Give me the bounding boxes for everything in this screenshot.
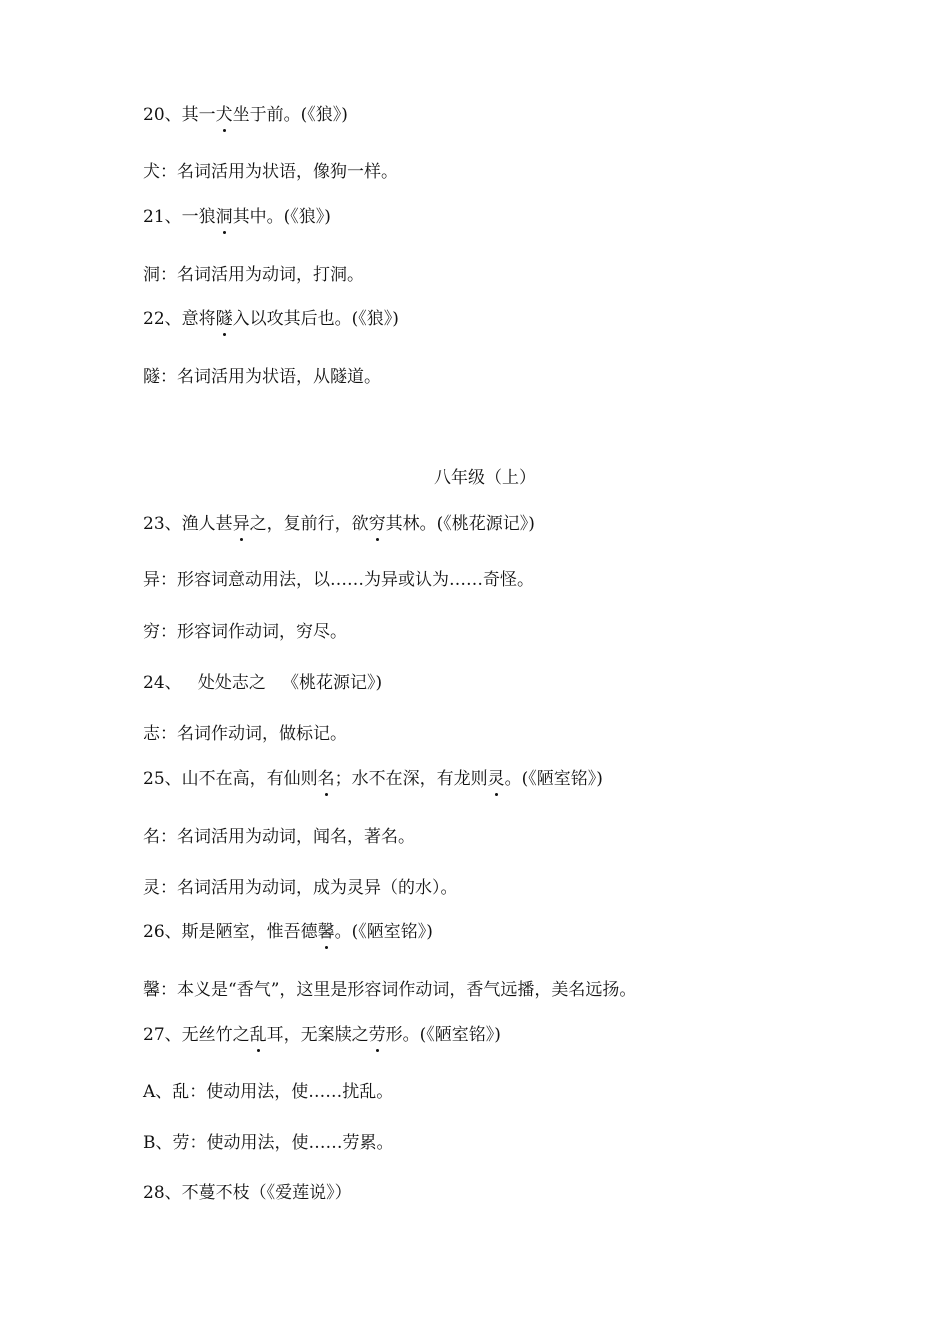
sentence-24: 24、 处处志之 《桃花源记》) [143,673,383,693]
text-segment: 27、无丝竹之 [143,1025,250,1045]
text-segment: 。(《陋室铭》) [334,922,433,942]
text-segment: 形。(《陋室铭》) [385,1025,501,1045]
emphasized-character: 洞 [215,207,233,227]
text-segment: 其林。(《桃花源记》) [385,514,535,534]
explanation-25b: 灵：名词活用为动词，成为灵异（的水）。 [143,878,458,898]
sentence-28: 28、不蔓不枝（《爱莲说》） [143,1183,352,1203]
sentence-26 [143,920,433,944]
text-segment: 26、斯是陋室，惟吾德 [143,922,318,942]
sentence-22 [143,307,399,331]
text-segment: 20、其一 [143,105,216,125]
explanation-27b: B、劳：使动用法，使……劳累。 [143,1133,394,1153]
text-segment: 坐于前。(《狼》) [232,105,348,125]
explanation-23a: 异：形容词意动用法，以……为异或认为……奇怪。 [143,570,534,590]
sentence-21 [143,205,331,229]
text-segment: 25、山不在高，有仙则 [143,769,318,789]
emphasized-character: 馨 [317,922,335,942]
text-segment: 入以攻其后也。(《狼》) [232,309,399,329]
emphasized-character: 隧 [215,309,233,329]
sentence-23 [143,512,535,536]
sentence-20 [143,103,348,127]
emphasized-character: 劳 [368,1025,386,1045]
emphasized-character: 灵 [487,769,505,789]
section-heading: 八年级（上） [434,468,536,488]
explanation-27a: A、乱：使动用法，使……扰乱。 [143,1082,394,1102]
explanation-23b: 穷：形容词作动词，穷尽。 [143,622,347,642]
explanation-24: 志：名词作动词，做标记。 [143,724,347,744]
explanation-21: 洞：名词活用为动词，打洞。 [143,265,364,285]
explanation-25a: 名：名词活用为动词，闻名，著名。 [143,827,415,847]
text-segment: 之，复前行，欲 [249,514,369,534]
explanation-22: 隧：名词活用为状语，从隧道。 [143,367,381,387]
explanation-20: 犬：名词活用为状语，像狗一样。 [143,162,398,182]
text-segment: 耳，无案牍之 [266,1025,369,1045]
sentence-27 [143,1023,501,1047]
text-segment: 其中。(《狼》) [232,207,331,227]
text-segment: 22、意将 [143,309,216,329]
text-segment: 23、渔人甚 [143,514,233,534]
explanation-26: 馨：本义是“香气”，这里是形容词作动词，香气远播，美名远扬。 [143,980,637,1000]
emphasized-character: 穷 [368,514,386,534]
text-segment: 。(《陋室铭》) [504,769,603,789]
text-segment: 21、一狼 [143,207,216,227]
emphasized-character: 异 [232,514,250,534]
emphasized-character: 名 [317,769,335,789]
text-segment: ；水不在深，有龙则 [334,769,488,789]
emphasized-character: 犬 [215,105,233,125]
sentence-25 [143,767,603,791]
emphasized-character: 乱 [249,1025,267,1045]
